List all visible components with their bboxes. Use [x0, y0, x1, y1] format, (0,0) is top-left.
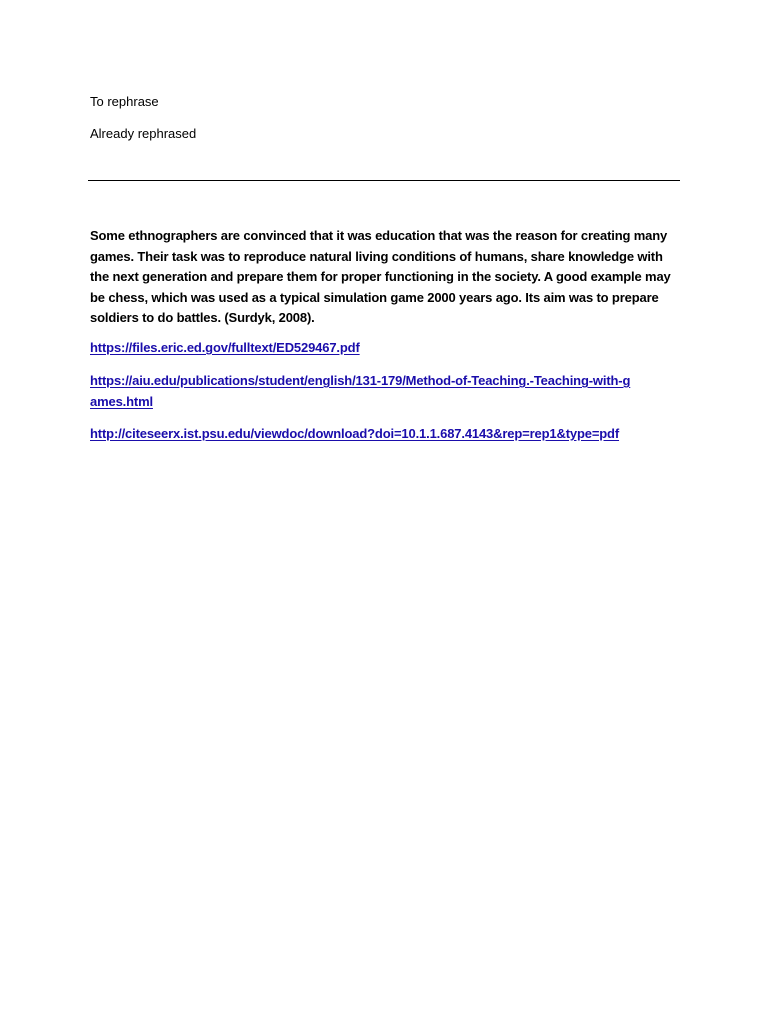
horizontal-divider [88, 180, 680, 181]
link-citeseerx-download[interactable]: http://citeseerx.ist.psu.edu/viewdoc/download?doi=10.1.1.687.4143&rep=rep1&type=pdf [90, 426, 620, 441]
link-eric-fulltext[interactable]: https://files.eric.ed.gov/fulltext/ED529467.pdf [90, 340, 360, 355]
heading-to-rephrase: To rephrase [90, 94, 159, 109]
body-paragraph: Some ethnographers are convinced that it was education that was the reason for creating many games. Their task was to reproduce natural living conditions of humans, share knowledge with the next generation and prepare them for proper functioning in the society. A good example may be chess, which was used as a typical simulation game 2000 years ago. Its aim was to prepare soldiers to do battles. (Surdyk, 2008). [90, 228, 671, 325]
link-aiu-teaching-with-games[interactable]: https://aiu.edu/publications/student/english/131-179/Method-of-Teaching.-Teaching-with-games.html [90, 373, 631, 409]
heading-already-rephrased: Already rephrased [90, 126, 197, 141]
